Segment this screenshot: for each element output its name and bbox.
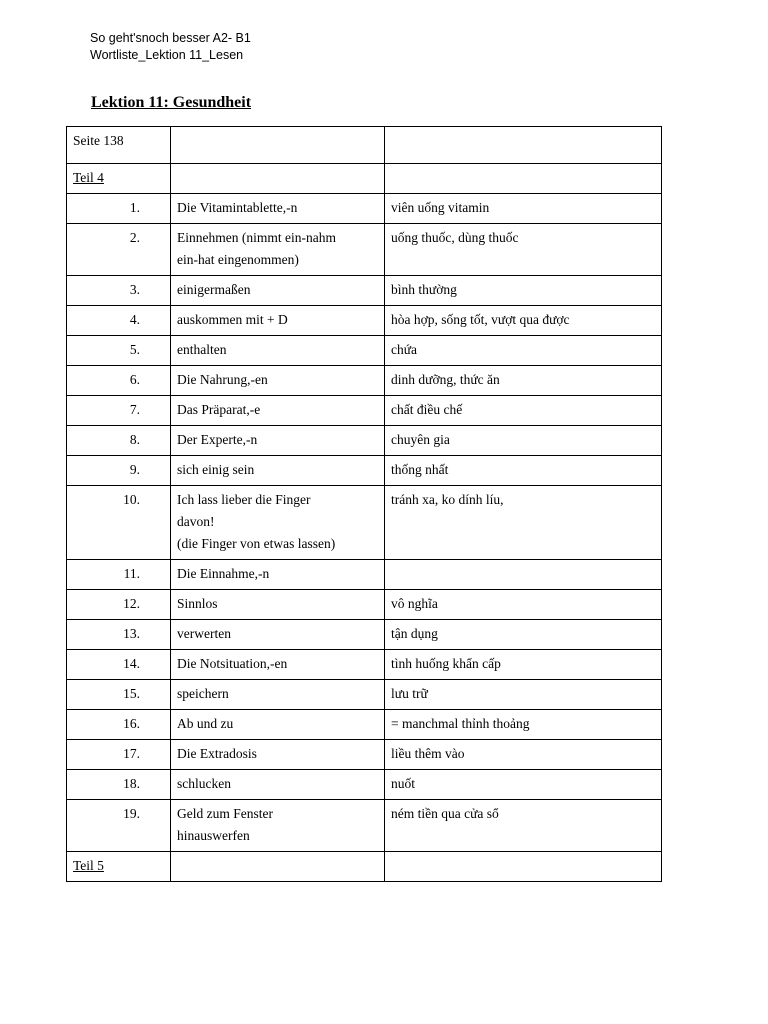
entry-number: 19. (67, 800, 171, 852)
german-term-line: schlucken (177, 776, 231, 791)
german-term (171, 426, 385, 456)
german-term (171, 336, 385, 366)
german-term (171, 560, 385, 590)
vietnamese-translation: thống nhất (385, 456, 662, 486)
german-term-line: Ich lass lieber die Finger (177, 492, 311, 507)
table-row (67, 224, 662, 276)
german-term (171, 590, 385, 620)
vietnamese-translation: viên uống vitamin (385, 194, 662, 224)
vietnamese-translation: = manchmal thỉnh thoảng (385, 710, 662, 740)
german-term (171, 770, 385, 800)
german-term (171, 396, 385, 426)
entry-number: 16. (67, 710, 171, 740)
german-term (171, 456, 385, 486)
header-line-2: Wortliste_Lektion 11_Lesen (90, 48, 244, 62)
german-term-line: Sinnlos (177, 596, 218, 611)
table-row-section (67, 164, 662, 194)
vietnamese-translation: lưu trữ (385, 680, 662, 710)
table-row (67, 800, 662, 852)
table-row (67, 336, 662, 366)
german-term (171, 276, 385, 306)
entry-number: 5. (67, 336, 171, 366)
table-row (67, 486, 662, 560)
table-row (67, 680, 662, 710)
empty-cell (385, 852, 662, 882)
empty-cell (171, 127, 385, 164)
page-title: Lektion 11: Gesundheit (91, 94, 252, 111)
german-term-line: Die Einnahme,-n (177, 566, 270, 581)
entry-number: 7. (67, 396, 171, 426)
german-term-line: Die Notsituation,-en (177, 656, 288, 671)
table-row (67, 366, 662, 396)
vietnamese-translation: ném tiền qua cửa sổ (385, 800, 662, 852)
german-term-line: ein-hat eingenommen) (177, 252, 299, 267)
table-row (67, 740, 662, 770)
german-term (171, 306, 385, 336)
german-term-line: Das Präparat,-e (177, 402, 261, 417)
table-row (67, 456, 662, 486)
section-label-teil-5: Teil 5 (73, 858, 104, 873)
entry-number: 15. (67, 680, 171, 710)
empty-cell (171, 852, 385, 882)
german-term-line: speichern (177, 686, 229, 701)
german-term (171, 650, 385, 680)
empty-cell (385, 127, 662, 164)
entry-number: 4. (67, 306, 171, 336)
table-row (67, 590, 662, 620)
german-term (171, 740, 385, 770)
german-term-line: verwerten (177, 626, 231, 641)
vietnamese-translation: bình thường (385, 276, 662, 306)
vietnamese-translation: nuốt (385, 770, 662, 800)
german-term-line: Ab und zu (177, 716, 234, 731)
table-row (67, 426, 662, 456)
german-term-line: Der Experte,-n (177, 432, 258, 447)
vietnamese-translation: vô nghĩa (385, 590, 662, 620)
entry-number: 11. (67, 560, 171, 590)
german-term-line: Einnehmen (nimmt ein-nahm (177, 230, 336, 245)
section-label-teil-4: Teil 4 (73, 170, 104, 185)
german-term-line: Geld zum Fenster (177, 806, 273, 821)
entry-number: 14. (67, 650, 171, 680)
entry-number: 18. (67, 770, 171, 800)
german-term (171, 224, 385, 276)
german-term-line: (die Finger von etwas lassen) (177, 536, 336, 551)
vietnamese-translation: chất điều chế (385, 396, 662, 426)
page-label-cell: Seite 138 (67, 127, 171, 164)
entry-number: 8. (67, 426, 171, 456)
vietnamese-translation: liều thêm vào (385, 740, 662, 770)
table-row (67, 650, 662, 680)
german-term (171, 800, 385, 852)
entry-number: 3. (67, 276, 171, 306)
table-row (67, 276, 662, 306)
entry-number: 12. (67, 590, 171, 620)
german-term-line: einigermaßen (177, 282, 251, 297)
german-term-line: auskommen mit + D (177, 312, 288, 327)
table-row-page (67, 127, 662, 164)
document-header (90, 30, 251, 64)
german-term-line: Die Vitamintablette,-n (177, 200, 298, 215)
table-row (67, 560, 662, 590)
table-row (67, 396, 662, 426)
vietnamese-translation (385, 560, 662, 590)
german-term-line: Die Nahrung,-en (177, 372, 268, 387)
entry-number: 2. (67, 224, 171, 276)
german-term (171, 710, 385, 740)
section-label-cell (67, 852, 171, 882)
vocabulary-table (66, 126, 662, 882)
german-term (171, 620, 385, 650)
entry-number: 10. (67, 486, 171, 560)
german-term-line: enthalten (177, 342, 227, 357)
vietnamese-translation: chuyên gia (385, 426, 662, 456)
table-row (67, 620, 662, 650)
table-row (67, 306, 662, 336)
german-term-line: hinauswerfen (177, 828, 250, 843)
empty-cell (171, 164, 385, 194)
german-term (171, 194, 385, 224)
german-term (171, 366, 385, 396)
entry-number: 1. (67, 194, 171, 224)
section-label-cell (67, 164, 171, 194)
entry-number: 17. (67, 740, 171, 770)
empty-cell (385, 164, 662, 194)
vietnamese-translation: tình huống khẩn cấp (385, 650, 662, 680)
german-term (171, 486, 385, 560)
entry-number: 6. (67, 366, 171, 396)
vietnamese-translation: tận dụng (385, 620, 662, 650)
table-row (67, 194, 662, 224)
german-term-line: sich einig sein (177, 462, 255, 477)
vietnamese-translation: chứa (385, 336, 662, 366)
german-term-line: Die Extradosis (177, 746, 257, 761)
german-term-line: davon! (177, 514, 215, 529)
table-row (67, 710, 662, 740)
vietnamese-translation: tránh xa, ko dính líu, (385, 486, 662, 560)
table-row (67, 770, 662, 800)
german-term (171, 680, 385, 710)
table-row-section (67, 852, 662, 882)
vietnamese-translation: dinh dưỡng, thức ăn (385, 366, 662, 396)
vietnamese-translation: hòa hợp, sống tốt, vượt qua được (385, 306, 662, 336)
entry-number: 9. (67, 456, 171, 486)
header-line-1: So geht'snoch besser A2- B1 (90, 31, 251, 45)
entry-number: 13. (67, 620, 171, 650)
vietnamese-translation: uống thuốc, dùng thuốc (385, 224, 662, 276)
